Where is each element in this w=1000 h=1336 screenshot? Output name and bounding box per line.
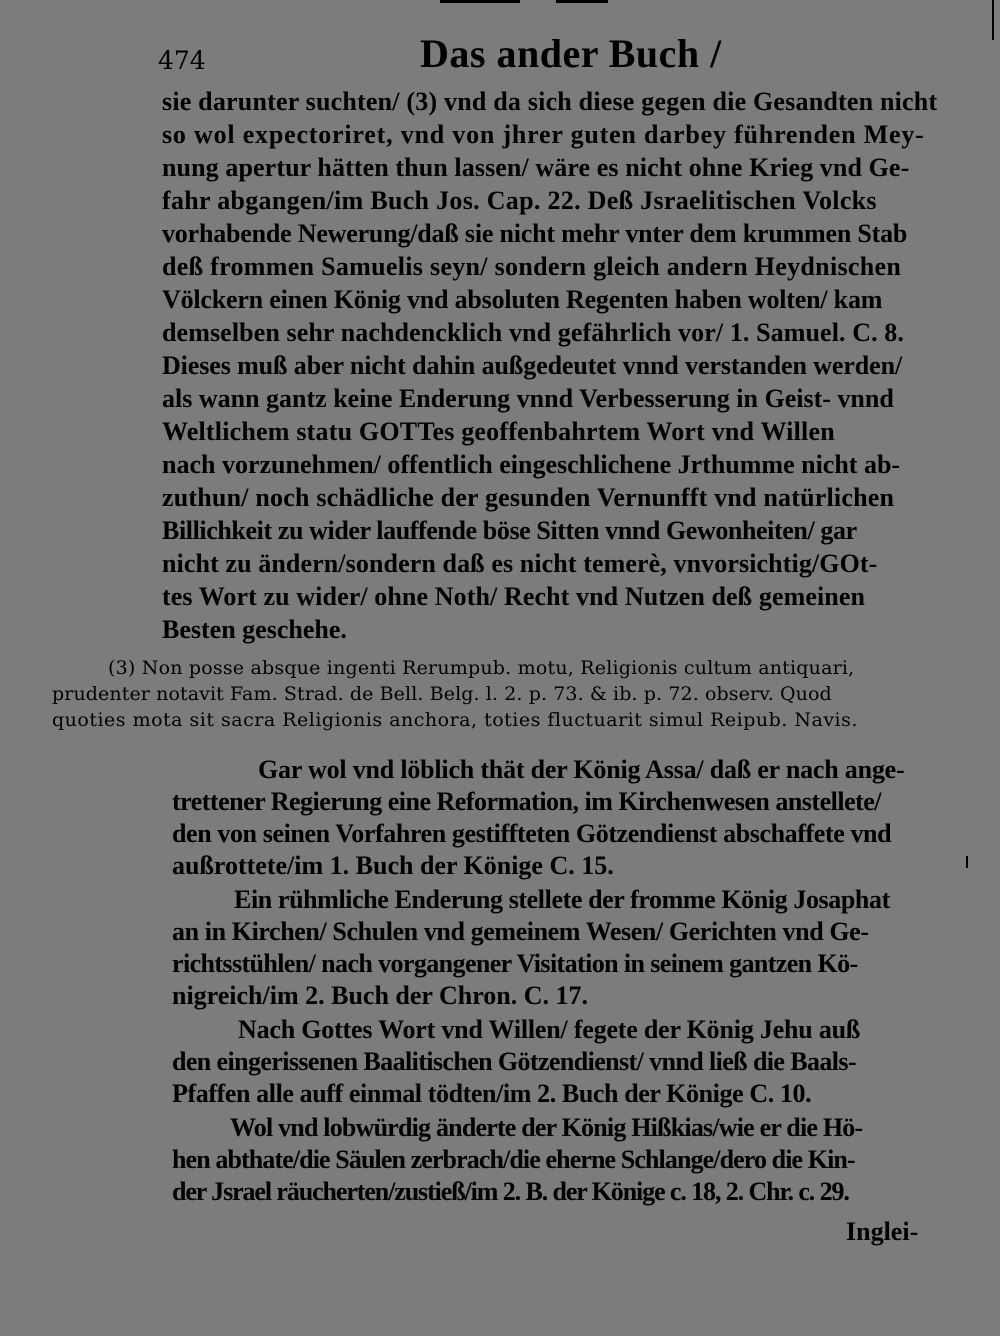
right-edge-mark	[992, 0, 994, 40]
text-line: den von seinen Vorfahren gestiffteten Götzendienst abschaffete vnd	[172, 819, 892, 848]
text-line: Billichkeit zu wider lauffende böse Sitten vnnd Gewonheiten/ gar	[162, 516, 857, 545]
footnote-line: quoties mota sit sacra Religionis anchora, toties fluctuarit simul Reipub. Navis.	[52, 709, 858, 731]
page-number: 474	[158, 46, 206, 75]
text-line: Nach Gottes Wort vnd Willen/ fegete der König Jehu auß	[238, 1015, 861, 1044]
margin-mark	[966, 856, 968, 868]
text-line: Ein rühmliche Enderung stellete der fromme König Josaphat	[234, 885, 890, 914]
text-line: vorhabende Newerung/daß sie nicht mehr vnter dem krummen Stab	[162, 219, 908, 248]
text-line: Besten geschehe.	[162, 615, 347, 644]
text-line: Dieses muß aber nicht dahin außgedeutet vnnd verstanden werden/	[162, 351, 903, 380]
text-line: sie darunter suchten/ (3) vnd da sich diese gegen die Gesandten nicht	[162, 87, 938, 116]
text-line: Pfaffen alle auff einmal tödten/im 2. Buch der Könige C. 10.	[172, 1079, 812, 1108]
footnote-block	[52, 656, 942, 736]
footnote-line: prudenter notavit Fam. Strad. de Bell. Belg. l. 2. p. 73. & ib. p. 72. observ. Quod	[52, 683, 832, 705]
text-line: Gar wol vnd löblich thät der König Assa/ daß er nach ange-	[258, 755, 905, 784]
text-line: zuthun/ noch schädliche der gesunden Vernunfft vnd natürlichen	[162, 483, 895, 512]
text-line: Weltlichem statu GOTTes geoffenbahrtem Wort vnd Willen	[162, 417, 835, 446]
footnote-line: (3) Non posse absque ingenti Rerumpub. motu, Religionis cultum antiquari,	[108, 657, 855, 679]
text-line: demselben sehr nachdencklich vnd gefährlich vor/ 1. Samuel. C. 8.	[162, 318, 905, 347]
text-line: deß frommen Samuelis seyn/ sondern gleich andern Heydnischen	[162, 252, 902, 281]
text-line: richtsstühlen/ nach vorgangener Visitation in seinem gantzen Kö-	[172, 949, 858, 978]
text-line: der Jsrael räucherten/zustieß/im 2. B. der Könige c. 18, 2. Chr. c. 29.	[172, 1177, 849, 1206]
text-line: Wol vnd lobwürdig änderte der König Hißkias/wie er die Hö-	[230, 1113, 863, 1142]
page-header	[158, 30, 918, 80]
text-line: so wol expectoriret, vnd von jhrer guten darbey führenden Mey-	[162, 120, 925, 149]
running-head: Das ander Buch /	[420, 31, 722, 76]
top-edge-mark	[556, 0, 608, 3]
text-line: als wann gantz keine Enderung vnnd Verbesserung in Geist- vnnd	[162, 384, 894, 413]
text-line: fahr abgangen/im Buch Jos. Cap. 22. Deß Jsraelitischen Volcks	[162, 186, 877, 215]
catchword: Inglei-	[846, 1217, 919, 1246]
text-line: nach vorzunehmen/ offentlich eingeschlichene Jrthumme nicht ab-	[162, 450, 901, 479]
paragraphs-block	[172, 754, 947, 1224]
top-edge-mark	[440, 0, 520, 3]
text-line: nicht zu ändern/sondern daß es nicht temerè, vnvorsichtig/GOt-	[162, 549, 878, 578]
text-line: an in Kirchen/ Schulen vnd gemeinem Wesen/ Gerichten vnd Ge-	[172, 917, 869, 946]
text-line: außrottete/im 1. Buch der Könige C. 15.	[172, 851, 614, 880]
text-line: nung apertur hätten thun lassen/ wäre es nicht ohne Krieg vnd Ge-	[162, 153, 910, 182]
main-text-block	[162, 86, 938, 646]
text-line: den eingerissenen Baalitischen Götzendienst/ vnnd ließ die Baals-	[172, 1047, 857, 1076]
text-line: tes Wort zu wider/ ohne Noth/ Recht vnd Nutzen deß gemeinen	[162, 582, 866, 611]
text-line: Völckern einen König vnd absoluten Regenten haben wolten/ kam	[162, 285, 883, 314]
text-line: hen abthate/die Säulen zerbrach/die eherne Schlange/dero die Kin-	[172, 1145, 855, 1174]
text-line: trettener Regierung eine Reformation, im Kirchenwesen anstellete/	[172, 787, 882, 816]
text-line: nigreich/im 2. Buch der Chron. C. 17.	[172, 981, 589, 1010]
